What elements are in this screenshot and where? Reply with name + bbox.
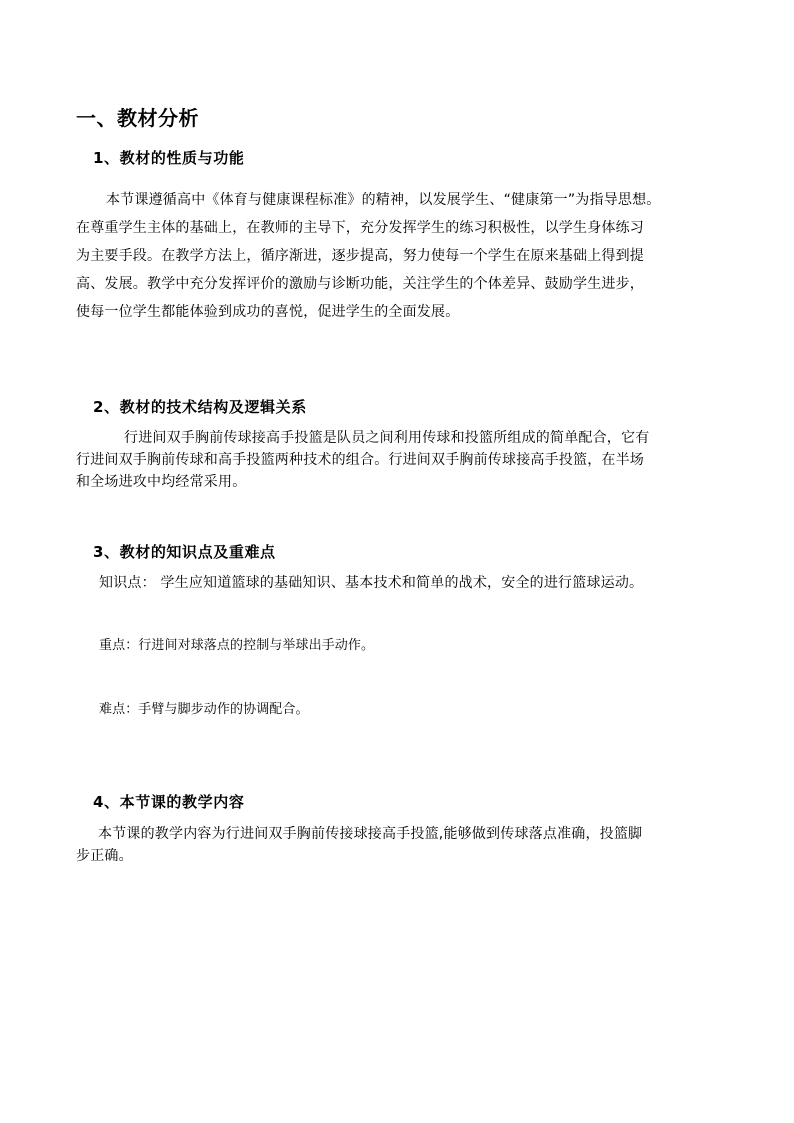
section-2-heading: 2、教材的技术结构及逻辑关系 [93, 398, 307, 416]
section-3-heading: 3、教材的知识点及重难点 [93, 543, 276, 561]
paragraph-line: 步正确。 [76, 848, 133, 864]
section-2-paragraph [76, 427, 649, 493]
paragraph-line: 在尊重学生主体的基础上，在教师的主导下，充分发挥学生的练习积极性，以学生身体练习 [76, 220, 644, 236]
page-title: 一、教材分析 [76, 106, 199, 130]
paragraph-line: 使每一位学生都能体验到成功的喜悦，促进学生的全面发展。 [76, 304, 460, 320]
paragraph-line: 为主要手段。在教学方法上，循序渐进，逐步提高，努力使每一个学生在原来基础上得到提 [76, 248, 644, 264]
paragraph-line: 高、发展。教学中充分发挥评价的激励与诊断功能，关注学生的个体差异、鼓励学生进步， [76, 276, 644, 292]
paragraph-line: 本节课遵循高中《体育与健康课程标准》的精神，以发展学生、“健康第一”为指导思想。 [106, 192, 661, 208]
section-1-paragraph [76, 186, 661, 326]
paragraph-line: 和全场进攻中均经常采用。 [76, 474, 247, 490]
section-1-heading: 1、教材的性质与功能 [93, 149, 245, 167]
section-4-paragraph [76, 823, 642, 867]
key-point: 重点：行进间对球落点的控制与举球出手动作。 [99, 638, 375, 653]
paragraph-line: 行进间双手胸前传球接高手投篮是队员之间利用传球和投篮所组成的简单配合，它有 [124, 430, 650, 446]
paragraph-line: 行进间双手胸前传球和高手投篮两种技术的组合。行进间双手胸前传球接高手投篮，在半场 [76, 452, 644, 468]
difficulty-point: 难点：手臂与脚步动作的协调配合。 [99, 702, 309, 717]
paragraph-line: 本节课的教学内容为行进间双手胸前传接球接高手投篮,能够做到传球落点准确，投篮脚 [98, 826, 643, 842]
knowledge-points: 知识点： 学生应知道篮球的基础知识、基本技术和简单的战术，安全的进行篮球运动。 [99, 575, 644, 591]
section-4-heading: 4、本节课的教学内容 [93, 793, 245, 811]
